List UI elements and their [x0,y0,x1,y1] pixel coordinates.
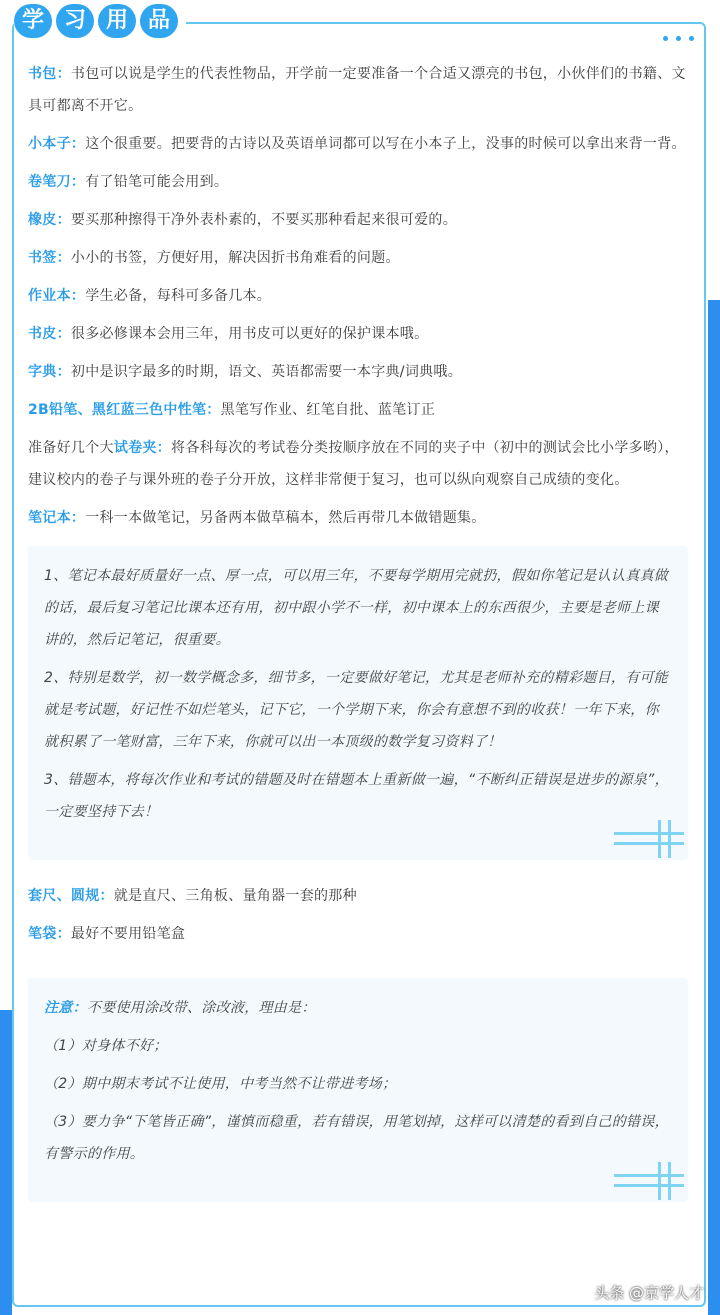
notebook-tips-quote [28,546,688,860]
item-term: 2B铅笔、黑红蓝三色中性笔： [28,402,221,418]
title-char: 用 [98,4,136,38]
quote-paragraph: 1、笔记本最好质量好一点、厚一点，可以用三年，不要每学期用完就扔，假如你笔记是认认真真做的话，最后复习笔记比课本还有用，初中跟小学不一样，初中课本上的东西很少，主要是老师上课讲的，然后记笔记，很重要。 [44,568,669,648]
quote-paragraph: 2、特别是数学，初一数学概念多，细节多，一定要做好笔记，尤其是老师补充的精彩题目，有可能就是考试题，好记性不如烂笔头，记下它，一个学期下来，你会有意想不到的收获！一年下来，你就积累了一笔财富，三年下来，你就可以出一本顶级的数学复习资料了！ [44,670,669,750]
item-text: 有了铅笔可能会用到。 [85,174,229,190]
watermark: 头条 @京学人才 [594,1284,704,1302]
item-paper-folder [28,432,688,496]
article-body [28,58,688,1222]
more-dots-icon [663,36,694,41]
caution-intro-text: 不要使用涂改带、涂改液，理由是： [86,1000,316,1016]
item-term: 笔记本： [28,510,86,526]
title-char: 品 [140,4,178,38]
item-text: 最好不要用铅笔盒 [70,926,186,942]
item-text: 将各科每次的考试卷分类按顺序放在不同的夹子中（初中的测试会比小学多哟），建议校内的卷子与课外班的卷子分开放，这样非常便于复习，也可以纵向观察自己成绩的变化。 [28,440,679,488]
caution-line: （2）期中期末考试不让使用，中考当然不让带进考场； [44,1076,397,1092]
item-term: 书签： [28,250,71,266]
item-book-cover [28,318,688,350]
item-exercise-book [28,280,688,312]
item-text: 初中是识字最多的时期，语文、英语都需要一本字典/词典哦。 [70,364,463,380]
item-text: 很多必修课本会用三年，用书皮可以更好的保护课本哦。 [70,326,429,342]
item-term: 字典： [28,364,71,380]
item-eraser [28,204,688,236]
caution-line: （1）对身体不好； [44,1038,168,1054]
item-small-notebook [28,128,688,160]
item-term: 笔袋： [28,926,71,942]
title-char: 学 [14,4,52,38]
item-term: 套尺、圆规： [28,888,114,904]
item-text: 这个很重要。把要背的古诗以及英语单词都可以写在小本子上，没事的时候可以拿出来背一背。 [85,136,686,152]
item-term: 小本子： [28,136,86,152]
page-title [14,4,186,38]
item-term: 作业本： [28,288,86,304]
item-dictionary [28,356,688,388]
item-prefix: 准备好几个大 [28,440,114,456]
caution-line: （3）要力争“下笔皆正确”，谨慎而稳重，若有错误，用笔划掉，这样可以清楚的看到自己的错误，有警示的作用。 [44,1114,669,1162]
item-text: 书包可以说是学生的代表性物品，开学前一定要准备一个合适又漂亮的书包，小伙伴们的书籍、文具可都离不开它。 [28,66,686,114]
item-text: 小小的书签，方便好用，解决因折书角难看的问题。 [70,250,400,266]
item-term: 试卷夹： [113,440,172,456]
item-term: 书皮： [28,326,71,342]
item-text: 就是直尺、三角板、量角器一套的那种 [113,888,357,904]
caution-intro [44,992,672,1024]
item-notebook [28,502,688,534]
item-ruler-compass [28,880,688,912]
item-term: 书包： [28,66,71,82]
hash-decoration-icon [614,1162,684,1202]
item-term: 橡皮： [28,212,71,228]
item-bookmark [28,242,688,274]
hash-decoration-icon [614,820,684,860]
caution-quote [28,978,688,1202]
item-pencil-bag [28,918,688,950]
caution-term: 注意： [44,1000,87,1016]
item-sharpener [28,166,688,198]
item-text: 一科一本做笔记，另备两本做草稿本，然后再带几本做错题集。 [85,510,486,526]
corner-decoration-right [708,300,720,1315]
item-pens [28,394,688,426]
item-text: 要买那种擦得干净外表朴素的，不要买那种看起来很可爱的。 [70,212,458,228]
quote-paragraph: 3、错题本，将每次作业和考试的错题及时在错题本上重新做一遍，“不断纠正错误是进步的源泉”，一定要坚持下去！ [44,772,669,820]
item-term: 卷笔刀： [28,174,86,190]
corner-decoration-left [0,1010,12,1315]
title-char: 习 [56,4,94,38]
item-text: 黑笔写作业、红笔自批、蓝笔订正 [220,402,436,418]
item-bookbag [28,58,688,122]
item-text: 学生必备，每科可多备几本。 [85,288,272,304]
